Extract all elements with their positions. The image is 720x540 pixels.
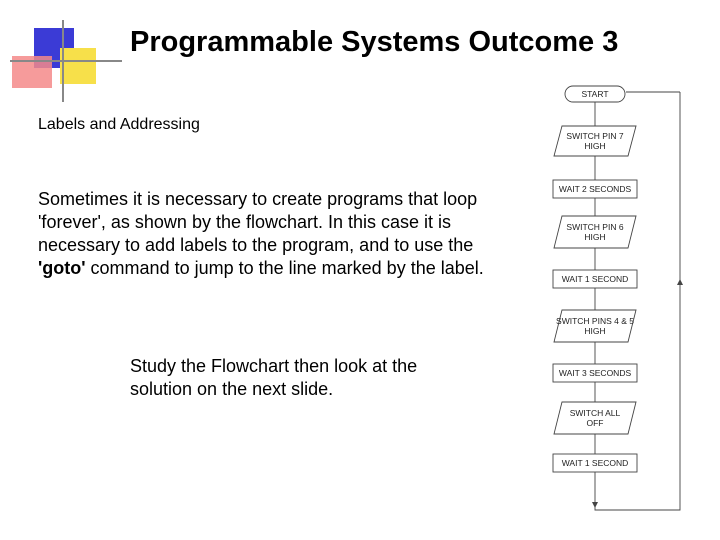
flowchart-step-label: SWITCH PIN 7 [566,131,624,141]
flowchart-step-label: SWITCH ALL [569,408,621,418]
body-paragraph [38,188,518,280]
flowchart-step-label: WAIT 1 SECOND [561,458,629,468]
body-text-part2: command to jump to the line marked by the label. [85,258,484,278]
flowchart [530,80,700,520]
flowchart-step-label: WAIT 2 SECONDS [558,184,632,194]
flowchart-arrow-down [592,502,598,508]
flowchart-step-label: HIGH [584,141,606,151]
slide-subtitle: Labels and Addressing [38,116,200,133]
body-keyword: 'goto' [38,258,86,278]
flowchart-arrow-up [677,279,683,285]
flowchart-step-label: SWITCH PINS 4 & 5 [556,316,634,326]
flowchart-start-label: START [581,89,609,99]
flowchart-step-label: WAIT 1 SECOND [561,274,629,284]
slide-title: Programmable Systems Outcome 3 [130,26,619,58]
logo-yellow-square [60,48,96,84]
flowchart-step-label: HIGH [584,326,606,336]
flowchart-step-label: OFF [586,418,604,428]
flowchart-step-label: HIGH [584,232,606,242]
flowchart-step-label: WAIT 3 SECONDS [558,368,632,378]
logo-horizontal-line [10,60,122,62]
body-text-part1: Sometimes it is necessary to create programs that loop 'forever', as shown by the flowchart. In this case it is necessary to add labels to the program, and to use the [38,189,478,255]
flowchart-step-label: SWITCH PIN 6 [566,222,624,232]
note-paragraph: Study the Flowchart then look at the solution on the next slide. [130,356,418,399]
